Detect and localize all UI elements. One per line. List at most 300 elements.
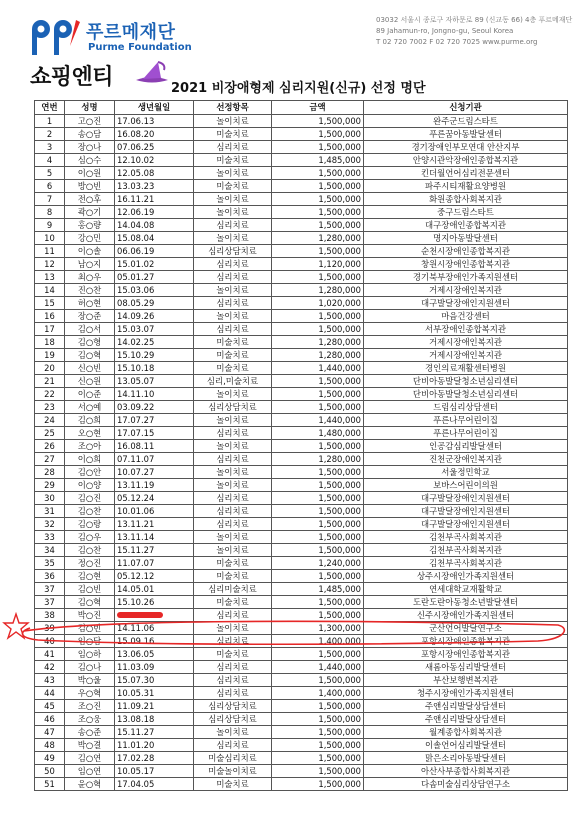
row-birthdate: 14.11.06 [115,622,194,635]
row-birthdate: 16.11.21 [115,193,194,206]
row-name: 신○빈 [65,362,115,375]
row-therapy-type: 놀이치료 [194,466,272,479]
row-number: 23 [35,401,65,414]
row-organization: 서울정민학교 [364,466,568,479]
row-therapy-type: 놀이치료 [194,479,272,492]
row-organization: 상주시장애인가족지원센터 [364,570,568,583]
row-amount: 1,500,000 [272,752,364,765]
row-therapy-type: 심리치료 [194,323,272,336]
row-name: 김○우 [65,531,115,544]
row-number: 37 [35,583,65,596]
row-amount: 1,500,000 [272,492,364,505]
row-therapy-type: 미술치료 [194,778,272,791]
row-amount: 1,500,000 [272,531,364,544]
row-number: 39 [35,622,65,635]
row-birthdate: 15.10.26 [115,596,194,609]
row-birthdate: 11.09.21 [115,700,194,713]
row-therapy-type: 심리치료 [194,219,272,232]
row-number: 28 [35,466,65,479]
row-number: 17 [35,323,65,336]
row-amount: 1,500,000 [272,596,364,609]
row-number: 35 [35,557,65,570]
row-organization: 포항시장애인종합복지관 [364,648,568,661]
table-row [35,245,568,258]
row-number: 37 [35,596,65,609]
row-number: 3 [35,141,65,154]
row-organization: 포항시장애인종합복지관 [364,635,568,648]
row-name: 이○원 [65,167,115,180]
table-row [35,193,568,206]
row-number: 18 [35,336,65,349]
row-number: 27 [35,453,65,466]
row-number: 46 [35,713,65,726]
table-row [35,752,568,765]
row-birthdate: 16.08.20 [115,128,194,141]
row-number: 1 [35,115,65,128]
table-row [35,284,568,297]
row-therapy-type: 미술치료 [194,596,272,609]
row-birthdate: 17.04.05 [115,778,194,791]
row-organization: 이솔언어심리발달센터 [364,739,568,752]
row-name: 이○희 [65,453,115,466]
row-number: 44 [35,687,65,700]
row-therapy-type: 심리치료 [194,492,272,505]
table-row [35,726,568,739]
row-amount: 1,500,000 [272,206,364,219]
row-number: 42 [35,661,65,674]
row-birthdate: 12.06.19 [115,206,194,219]
table-row [35,349,568,362]
row-birthdate: 06.06.19 [115,245,194,258]
row-number: 2 [35,128,65,141]
table-row [35,180,568,193]
row-birthdate: 05.01.27 [115,271,194,284]
row-therapy-type: 심리상담치료 [194,700,272,713]
table-row [35,518,568,531]
row-birthdate: 10.05.31 [115,687,194,700]
row-birthdate: 15.11.27 [115,544,194,557]
row-therapy-type: 심리상담치료 [194,713,272,726]
row-birthdate: 07.11.07 [115,453,194,466]
table-row [35,570,568,583]
row-birthdate: 13.05.07 [115,375,194,388]
table-row [35,141,568,154]
row-name: 박○울 [65,674,115,687]
row-birthdate: 12.05.08 [115,167,194,180]
row-name: 송○준 [65,726,115,739]
table-row [35,401,568,414]
row-therapy-type: 미술치료 [194,362,272,375]
row-name: 전○후 [65,193,115,206]
row-name: 임○하 [65,648,115,661]
row-organization: 군산언어발달연구소 [364,622,568,635]
table-row [35,440,568,453]
row-name: 신○원 [65,375,115,388]
row-amount: 1,280,000 [272,336,364,349]
table-row [35,388,568,401]
row-name: 윤○혁 [65,778,115,791]
row-organization: 아산사부종합사회복지관 [364,765,568,778]
row-amount: 1,500,000 [272,648,364,661]
row-organization: 김천부곡사회복지관 [364,544,568,557]
row-birthdate: 05.12.12 [115,570,194,583]
row-amount: 1,440,000 [272,661,364,674]
table-row [35,713,568,726]
address-line: 89 Jahamun-ro, Jongno-gu, Seoul Korea [376,27,514,35]
row-birthdate: 13.11.21 [115,518,194,531]
row-birthdate: 03.09.22 [115,401,194,414]
row-amount: 1,280,000 [272,232,364,245]
table-row [35,687,568,700]
selection-table [34,100,568,791]
table-row [35,310,568,323]
row-amount: 1,500,000 [272,440,364,453]
row-amount: 1,500,000 [272,219,364,232]
table-row [35,479,568,492]
row-name: 방○빈 [65,180,115,193]
row-name: 송○담 [65,128,115,141]
row-organization: 마음건강센터 [364,310,568,323]
row-name: 김○안 [65,466,115,479]
row-therapy-type: 심리상담치료 [194,401,272,414]
row-name: 김○혁 [65,349,115,362]
row-number: 30 [35,492,65,505]
row-name: 최○우 [65,271,115,284]
row-name: 김○희 [65,414,115,427]
row-amount: 1,480,000 [272,427,364,440]
row-name: 임○연 [65,765,115,778]
row-birthdate: 17.07.27 [115,414,194,427]
row-number: 12 [35,258,65,271]
row-number: 34 [35,544,65,557]
row-amount: 1,500,000 [272,128,364,141]
row-name: 김○서 [65,323,115,336]
row-birthdate: 14.11.10 [115,388,194,401]
row-therapy-type: 심리치료 [194,661,272,674]
table-row [35,609,568,622]
row-organization: 대구발달장애인지원센터 [364,492,568,505]
header-amount: 금액 [272,101,364,115]
redaction-mark [117,612,163,618]
row-number: 7 [35,193,65,206]
row-name: 허○현 [65,297,115,310]
row-number: 14 [35,284,65,297]
row-number: 43 [35,674,65,687]
row-organization: 경인의료재활센터병원 [364,362,568,375]
row-number: 48 [35,739,65,752]
row-organization: 거제시장애인복지관 [364,336,568,349]
row-amount: 1,500,000 [272,310,364,323]
row-amount: 1,440,000 [272,414,364,427]
row-name: 남○지 [65,258,115,271]
row-birthdate: 10.07.27 [115,466,194,479]
row-number: 51 [35,778,65,791]
table-body [35,115,568,791]
row-amount: 1,500,000 [272,115,364,128]
row-amount: 1,500,000 [272,778,364,791]
table-row [35,219,568,232]
row-name: 김○현 [65,570,115,583]
row-organization: 연세대학교재활학교 [364,583,568,596]
row-number: 22 [35,388,65,401]
row-amount: 1,500,000 [272,323,364,336]
table-row [35,375,568,388]
row-name: 김○연 [65,752,115,765]
row-amount: 1,500,000 [272,713,364,726]
row-amount: 1,500,000 [272,193,364,206]
row-number: 45 [35,700,65,713]
row-birthdate: 15.03.07 [115,323,194,336]
row-number: 16 [35,310,65,323]
row-organization: 안양시관악장애인종합복지관 [364,154,568,167]
row-therapy-type: 놀이치료 [194,232,272,245]
row-birthdate: 17.06.13 [115,115,194,128]
row-amount: 1,500,000 [272,739,364,752]
row-therapy-type: 미술치료 [194,128,272,141]
row-therapy-type: 심리미술치료 [194,583,272,596]
table-row [35,661,568,674]
row-organization: 대구발달장애인지원센터 [364,518,568,531]
row-therapy-type: 미술심리치료 [194,752,272,765]
row-name: 김○빈 [65,583,115,596]
table-row [35,128,568,141]
table-row [35,336,568,349]
row-therapy-type: 심리상담치료 [194,245,272,258]
purme-logo [30,14,200,62]
row-name: 김○진 [65,492,115,505]
row-number: 19 [35,349,65,362]
row-organization: 단비아동발달청소년심리센터 [364,388,568,401]
row-organization: 순천시장애인종합복지관 [364,245,568,258]
logo-subtitle: Purme Foundation [88,42,192,53]
row-amount: 1,500,000 [272,479,364,492]
row-name: 김○형 [65,336,115,349]
table-row [35,505,568,518]
row-therapy-type: 심리치료 [194,258,272,271]
table-row [35,778,568,791]
row-organization: 명지아동발달센터 [364,232,568,245]
table-row [35,739,568,752]
row-amount: 1,500,000 [272,245,364,258]
row-name: 김○빈 [65,622,115,635]
table-row [35,427,568,440]
row-name: 오○현 [65,427,115,440]
row-organization: 주앤심리발달상담센터 [364,700,568,713]
row-amount: 1,440,000 [272,362,364,375]
row-organization: 부산보행변복지관 [364,674,568,687]
letterhead [0,0,573,98]
foundation-address [376,15,573,48]
row-number: 36 [35,570,65,583]
witch-hat-icon [134,60,170,86]
row-therapy-type: 미술놀이치료 [194,765,272,778]
row-birthdate: 12.10.02 [115,154,194,167]
row-number: 20 [35,362,65,375]
row-therapy-type: 심리치료 [194,453,272,466]
row-therapy-type: 놀이치료 [194,115,272,128]
row-therapy-type: 놀이치료 [194,388,272,401]
table-row [35,622,568,635]
row-organization: 청주시장애인가족지원센터 [364,687,568,700]
row-name: 조○웅 [65,713,115,726]
row-number: 8 [35,206,65,219]
row-therapy-type: 놀이치료 [194,414,272,427]
row-birthdate: 17.07.15 [115,427,194,440]
row-birthdate: 15.10.18 [115,362,194,375]
table-row [35,596,568,609]
row-name: 이○양 [65,479,115,492]
row-organization: 김천부곡사회복지관 [364,557,568,570]
row-name: 박○결 [65,739,115,752]
row-name: 정○진 [65,557,115,570]
row-birthdate: 07.06.25 [115,141,194,154]
row-amount: 1,500,000 [272,726,364,739]
table-row [35,167,568,180]
row-amount: 1,500,000 [272,570,364,583]
row-therapy-type: 놀이치료 [194,193,272,206]
table-row [35,323,568,336]
row-birthdate: 14.05.01 [115,583,194,596]
sponsor-brand: 쇼핑엔티 [30,65,114,90]
row-amount: 1,500,000 [272,544,364,557]
row-amount: 1,280,000 [272,349,364,362]
row-number: 5 [35,167,65,180]
row-amount: 1,500,000 [272,180,364,193]
row-name: 심○수 [65,154,115,167]
table-row [35,700,568,713]
table-row [35,648,568,661]
row-amount: 1,500,000 [272,466,364,479]
row-amount: 1,500,000 [272,700,364,713]
row-amount: 1,280,000 [272,284,364,297]
row-organization: 김천부곡사회복지관 [364,531,568,544]
table-row [35,557,568,570]
row-amount: 1,500,000 [272,401,364,414]
table-row [35,258,568,271]
row-birthdate: 15.10.29 [115,349,194,362]
row-organization: 도란도란아동청소년발달센터 [364,596,568,609]
row-organization: 푸른나무어린이집 [364,427,568,440]
row-birthdate: 15.09.16 [115,635,194,648]
row-amount: 1,500,000 [272,518,364,531]
row-name: 조○아 [65,440,115,453]
row-birthdate: 11.01.20 [115,739,194,752]
row-organization: 푸른꿈아동발달센터 [364,128,568,141]
row-amount: 1,400,000 [272,687,364,700]
row-therapy-type: 미술치료 [194,336,272,349]
row-number: 9 [35,219,65,232]
row-organization: 완주군드림스타트 [364,115,568,128]
table-header-row [35,101,568,115]
row-name: 김○찬 [65,544,115,557]
row-birthdate: 14.02.25 [115,336,194,349]
row-birthdate: 15.01.02 [115,258,194,271]
row-amount: 1,500,000 [272,609,364,622]
row-therapy-type: 놀이치료 [194,544,272,557]
row-number: 38 [35,609,65,622]
row-name: 조○진 [65,700,115,713]
row-organization: 주앤심리발달상담센터 [364,713,568,726]
row-name: 김○나 [65,661,115,674]
row-name: 홍○량 [65,219,115,232]
row-organization: 창원시장애인종합복지관 [364,258,568,271]
row-name: 김○혁 [65,596,115,609]
row-amount: 1,500,000 [272,375,364,388]
row-birthdate: 11.03.09 [115,661,194,674]
row-therapy-type: 미술치료 [194,349,272,362]
row-birthdate: 14.09.26 [115,310,194,323]
address-line: T 02 720 7002 F 02 720 7025 www.purme.org [376,38,538,46]
row-number: 29 [35,479,65,492]
row-number: 15 [35,297,65,310]
row-birthdate: 13.11.19 [115,479,194,492]
row-amount: 1,500,000 [272,388,364,401]
row-birthdate: 17.02.28 [115,752,194,765]
row-therapy-type: 놀이치료 [194,622,272,635]
red-star-mark-icon [2,612,30,640]
row-name: 이○솔 [65,245,115,258]
address-line: 03032 서울시 종로구 자하문로 89 (신교동 66) 4층 푸르메재단 [376,16,573,24]
row-number: 21 [35,375,65,388]
row-organization: 새롬아동심리발달센터 [364,661,568,674]
row-organization: 대구장애인종합복지관 [364,219,568,232]
row-therapy-type: 심리치료 [194,739,272,752]
row-therapy-type: 미술치료 [194,154,272,167]
row-organization: 대구발달장애인지원센터 [364,297,568,310]
row-amount: 1,240,000 [272,557,364,570]
row-therapy-type: 놀이치료 [194,310,272,323]
row-therapy-type: 심리치료 [194,687,272,700]
row-therapy-type: 심리치료 [194,141,272,154]
document-title: 2021 비장애형제 심리지원(신규) 선정 명단 [171,81,426,96]
row-therapy-type: 심리치료 [194,271,272,284]
row-birthdate [115,609,194,622]
table-row [35,453,568,466]
row-birthdate: 16.08.11 [115,440,194,453]
row-number: 32 [35,518,65,531]
row-organization: 보바스어린이의원 [364,479,568,492]
row-birthdate: 14.04.08 [115,219,194,232]
row-birthdate: 13.11.14 [115,531,194,544]
row-organization: 경기북부장애인가족지원센터 [364,271,568,284]
row-number: 11 [35,245,65,258]
table-row [35,635,568,648]
row-organization: 진천군장애인복지관 [364,453,568,466]
row-organization: 킨더월언어심리전문센터 [364,167,568,180]
row-name: 임○담 [65,635,115,648]
row-therapy-type: 심리치료 [194,609,272,622]
table-row [35,232,568,245]
row-number: 50 [35,765,65,778]
row-therapy-type: 놀이치료 [194,206,272,219]
table-row [35,466,568,479]
row-number: 41 [35,648,65,661]
header-birth: 생년월일 [115,101,194,115]
row-organization: 거제시장애인복지관 [364,349,568,362]
table-row [35,362,568,375]
header-no: 연번 [35,101,65,115]
row-name: 박○진 [65,609,115,622]
row-organization: 드림심리상담센터 [364,401,568,414]
row-amount: 1,300,000 [272,622,364,635]
row-amount: 1,500,000 [272,271,364,284]
row-amount: 1,485,000 [272,154,364,167]
table-row [35,297,568,310]
header-type: 선정항목 [194,101,272,115]
table-row [35,544,568,557]
row-birthdate: 13.08.18 [115,713,194,726]
row-name: 곽○기 [65,206,115,219]
